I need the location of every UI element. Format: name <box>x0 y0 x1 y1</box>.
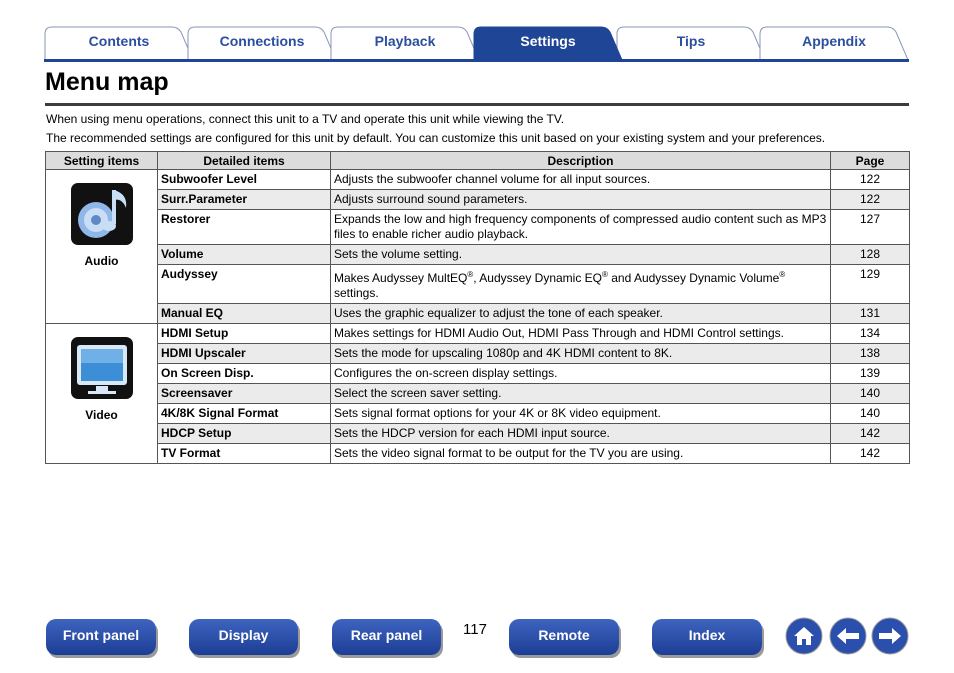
table-row <box>46 324 910 344</box>
table-row <box>46 245 910 265</box>
table-row <box>46 170 910 190</box>
header-detailed-items: Detailed items <box>158 152 331 170</box>
detailed-item[interactable]: HDCP Setup <box>158 424 331 444</box>
category-label: Video <box>85 408 118 422</box>
page-ref[interactable]: 129 <box>831 265 910 304</box>
tab-bar <box>44 26 909 62</box>
header-description: Description <box>331 152 831 170</box>
detailed-item[interactable]: HDMI Setup <box>158 324 331 344</box>
table-row <box>46 304 910 324</box>
detailed-item[interactable]: Manual EQ <box>158 304 331 324</box>
table-row <box>46 344 910 364</box>
detailed-item[interactable]: Surr.Parameter <box>158 190 331 210</box>
category-label: Audio <box>84 254 119 268</box>
title-divider <box>45 103 909 106</box>
arrow-right-icon[interactable] <box>871 617 909 655</box>
intro-text-2: The recommended settings are configured for this unit by default. You can customize this unit based on your existing system and your preferences. <box>46 131 826 145</box>
page-ref[interactable]: 142 <box>831 444 910 464</box>
table-row <box>46 404 910 424</box>
page-number: 117 <box>463 621 487 638</box>
page-ref[interactable]: 139 <box>831 364 910 384</box>
description-part: settings. <box>334 286 379 300</box>
table-header-row <box>46 152 910 170</box>
item-description: Expands the low and high frequency components of compressed audio content such as MP3 files to enable richer audio playback. <box>331 210 831 245</box>
detailed-item[interactable]: On Screen Disp. <box>158 364 331 384</box>
front-panel-button[interactable]: Front panel <box>46 619 156 655</box>
item-description: Sets signal format options for your 4K or 8K video equipment. <box>331 404 831 424</box>
video-monitor-icon <box>70 336 134 404</box>
item-description: Adjusts surround sound parameters. <box>331 190 831 210</box>
audio-note-icon <box>70 182 134 250</box>
page-ref[interactable]: 122 <box>831 190 910 210</box>
item-description: Sets the HDCP version for each HDMI input source. <box>331 424 831 444</box>
page-ref[interactable]: 122 <box>831 170 910 190</box>
tab-label: Appendix <box>802 33 866 49</box>
item-description: Adjusts the subwoofer channel volume for all input sources. <box>331 170 831 190</box>
item-description: Sets the video signal format to be output for the TV you are using. <box>331 444 831 464</box>
page-ref[interactable]: 140 <box>831 384 910 404</box>
description-part: Makes Audyssey MultEQ <box>334 271 468 285</box>
menu-map-table <box>45 151 910 464</box>
detailed-item[interactable]: Subwoofer Level <box>158 170 331 190</box>
detailed-item[interactable]: HDMI Upscaler <box>158 344 331 364</box>
item-description: Configures the on-screen display settings. <box>331 364 831 384</box>
table-row <box>46 384 910 404</box>
detailed-item[interactable]: Audyssey <box>158 265 331 304</box>
home-icon[interactable] <box>785 617 823 655</box>
item-description: Select the screen saver setting. <box>331 384 831 404</box>
header-setting-items: Setting items <box>46 152 158 170</box>
detailed-item[interactable]: Screensaver <box>158 384 331 404</box>
detailed-item[interactable]: Restorer <box>158 210 331 245</box>
tab-appendix[interactable] <box>759 26 909 60</box>
tab-label: Playback <box>374 33 436 49</box>
registered-mark: ® <box>467 270 474 279</box>
detailed-item[interactable]: TV Format <box>158 444 331 464</box>
page-ref[interactable]: 131 <box>831 304 910 324</box>
rear-panel-button[interactable]: Rear panel <box>332 619 441 655</box>
registered-mark: ® <box>779 270 786 279</box>
table-row <box>46 364 910 384</box>
page-ref[interactable]: 138 <box>831 344 910 364</box>
description-part: , Audyssey Dynamic EQ <box>473 271 603 285</box>
item-description: Sets the volume setting. <box>331 245 831 265</box>
page-title: Menu map <box>45 68 169 96</box>
table-row <box>46 444 910 464</box>
tab-playback[interactable] <box>330 26 480 60</box>
tab-label: Tips <box>676 33 706 49</box>
description-part: and Audyssey Dynamic Volume <box>607 271 780 285</box>
category-video <box>46 324 158 464</box>
arrow-left-icon[interactable] <box>829 617 867 655</box>
table-row <box>46 190 910 210</box>
page-ref[interactable]: 127 <box>831 210 910 245</box>
tab-tips[interactable] <box>616 26 766 60</box>
detailed-item[interactable]: Volume <box>158 245 331 265</box>
page-ref[interactable]: 134 <box>831 324 910 344</box>
tab-connections[interactable] <box>187 26 337 60</box>
item-description <box>331 265 831 304</box>
registered-mark: ® <box>602 270 608 279</box>
intro-text-1: When using menu operations, connect this unit to a TV and operate this unit while viewing the TV. <box>46 112 565 126</box>
index-button[interactable]: Index <box>652 619 762 655</box>
detailed-item[interactable]: 4K/8K Signal Format <box>158 404 331 424</box>
item-description: Makes settings for HDMI Audio Out, HDMI Pass Through and HDMI Control settings. <box>331 324 831 344</box>
tab-settings[interactable] <box>473 26 623 60</box>
display-button[interactable]: Display <box>189 619 298 655</box>
remote-button[interactable]: Remote <box>509 619 619 655</box>
header-page: Page <box>831 152 910 170</box>
tab-label: Connections <box>219 33 305 49</box>
table-row <box>46 265 910 304</box>
tab-label: Settings <box>520 33 576 49</box>
table-row <box>46 210 910 245</box>
category-audio <box>46 170 158 324</box>
table-row <box>46 424 910 444</box>
page-ref[interactable]: 142 <box>831 424 910 444</box>
page-ref[interactable]: 140 <box>831 404 910 424</box>
tab-contents[interactable] <box>44 26 194 60</box>
item-description: Uses the graphic equalizer to adjust the tone of each speaker. <box>331 304 831 324</box>
page-ref[interactable]: 128 <box>831 245 910 265</box>
item-description: Sets the mode for upscaling 1080p and 4K HDMI content to 8K. <box>331 344 831 364</box>
tab-label: Contents <box>88 33 150 49</box>
